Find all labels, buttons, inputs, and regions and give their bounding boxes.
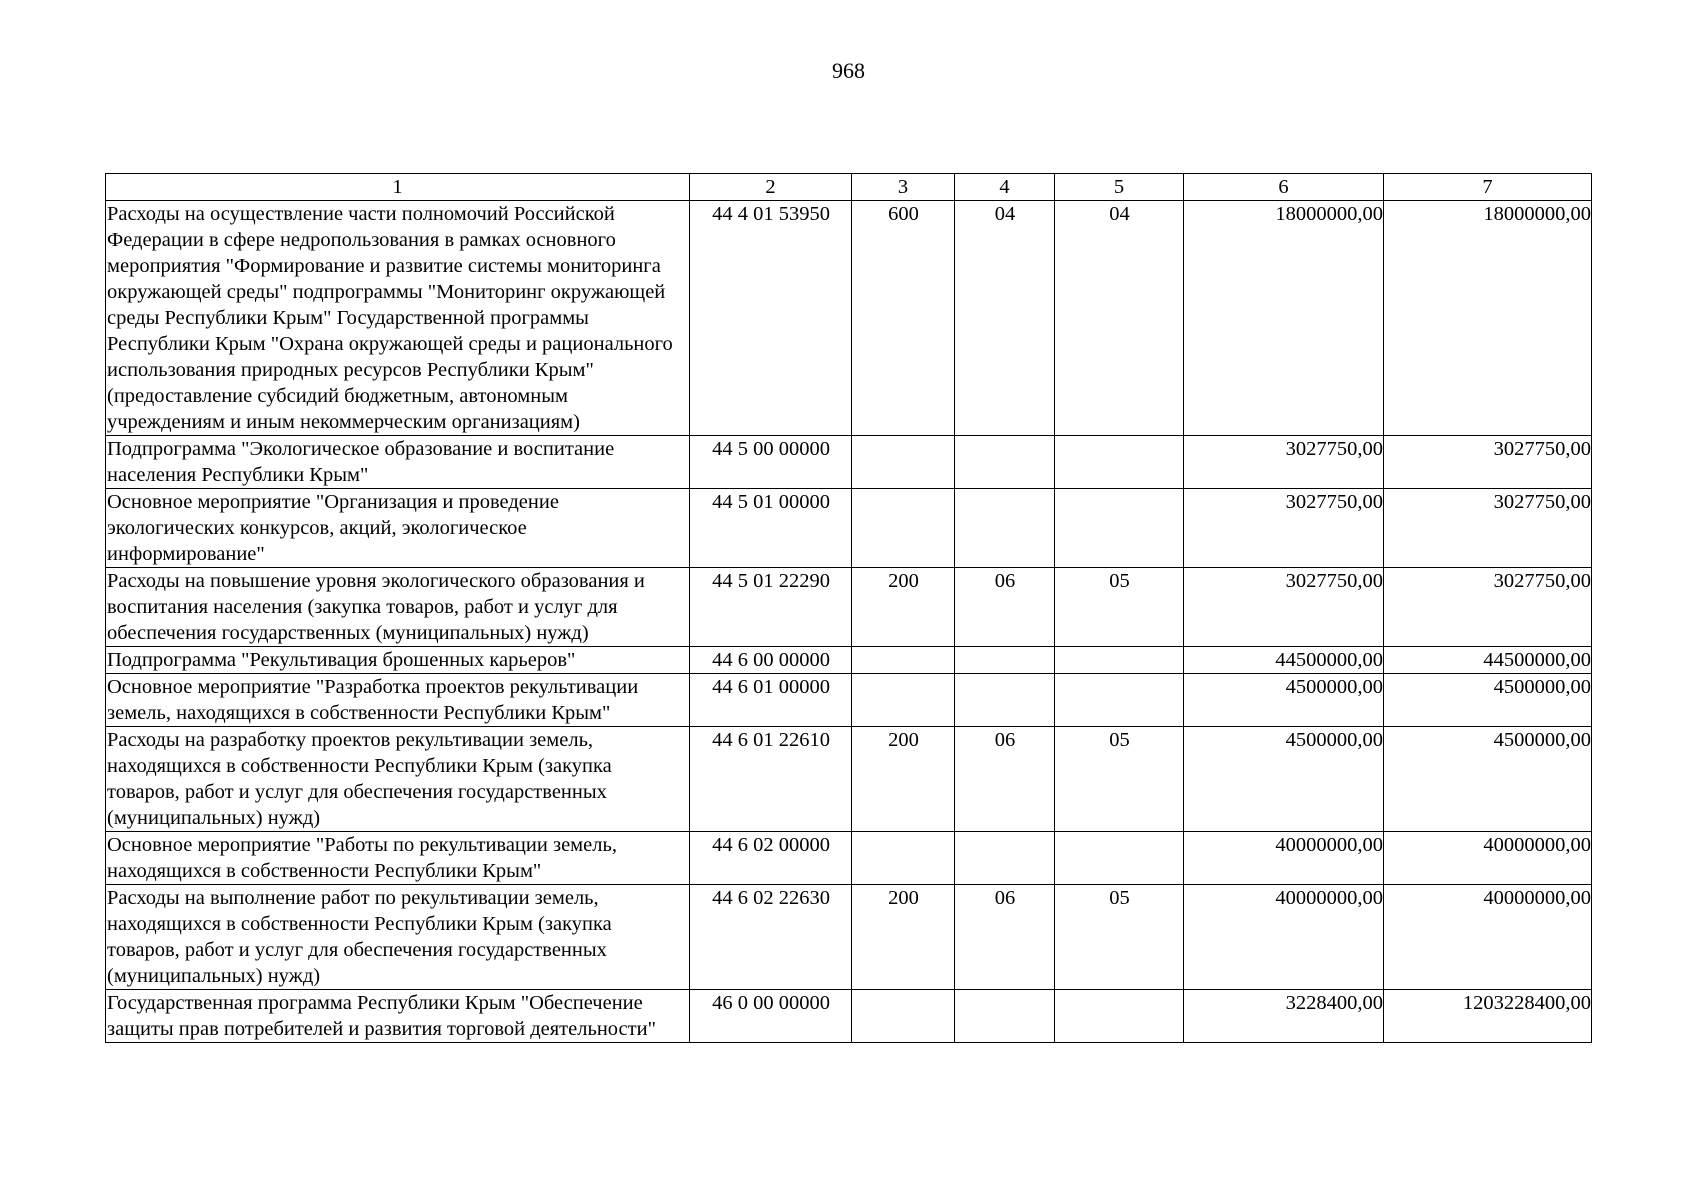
table-row	[106, 990, 1592, 1043]
table-row	[106, 727, 1592, 832]
row-description: Подпрограмма "Рекультивация брошенных карьеров"	[106, 647, 690, 674]
row-description: Основное мероприятие "Разработка проектов рекультивации земель, находящихся в собственности Республики Крым"	[106, 674, 690, 727]
budget-code: 44 5 01 22290	[690, 568, 852, 647]
row-description: Государственная программа Республики Крым "Обеспечение защиты прав потребителей и развития торговой деятельности"	[106, 990, 690, 1043]
amount-col6: 40000000,00	[1184, 885, 1384, 990]
subsection-code	[1055, 436, 1184, 489]
budget-code: 44 5 00 00000	[690, 436, 852, 489]
expense-type	[852, 647, 955, 674]
amount-col6: 18000000,00	[1184, 201, 1384, 436]
subsection-code: 05	[1055, 727, 1184, 832]
amount-col6: 3027750,00	[1184, 568, 1384, 647]
budget-code: 44 6 00 00000	[690, 647, 852, 674]
column-header: 3	[852, 174, 955, 201]
column-header: 2	[690, 174, 852, 201]
subsection-code	[1055, 647, 1184, 674]
budget-code: 44 6 01 22610	[690, 727, 852, 832]
row-description: Подпрограмма "Экологическое образование и воспитание населения Республики Крым"	[106, 436, 690, 489]
expense-type: 200	[852, 885, 955, 990]
amount-col6: 3027750,00	[1184, 489, 1384, 568]
section-code	[955, 832, 1055, 885]
subsection-code: 05	[1055, 568, 1184, 647]
subsection-code	[1055, 489, 1184, 568]
row-description: Расходы на выполнение работ по рекультивации земель, находящихся в собственности Республики Крым (закупка товаров, работ и услуг для обеспечения государственных (муниципальных) нужд)	[106, 885, 690, 990]
column-header: 6	[1184, 174, 1384, 201]
amount-col7: 44500000,00	[1384, 647, 1592, 674]
budget-code: 44 6 02 00000	[690, 832, 852, 885]
budget-code: 44 6 01 00000	[690, 674, 852, 727]
amount-col6: 4500000,00	[1184, 727, 1384, 832]
subsection-code	[1055, 990, 1184, 1043]
amount-col7: 40000000,00	[1384, 832, 1592, 885]
subsection-code	[1055, 674, 1184, 727]
budget-code: 44 6 02 22630	[690, 885, 852, 990]
expense-type: 200	[852, 727, 955, 832]
section-code: 06	[955, 727, 1055, 832]
amount-col7: 3027750,00	[1384, 568, 1592, 647]
amount-col7: 40000000,00	[1384, 885, 1592, 990]
table-row	[106, 201, 1592, 436]
row-description: Расходы на осуществление части полномочий Российской Федерации в сфере недропользования в рамках основного мероприятия "Формирование и развитие системы мониторинга окружающей среды" подпрограммы "Мониторинг окружающей среды Республики Крым" Государственной программы Республики Крым "Охрана окружающей среды и рационального использования природных ресурсов Республики Крым" (предоставление субсидий бюджетным, автономным учреждениям и иным некоммерческим организациям)	[106, 201, 690, 436]
budget-table	[105, 173, 1592, 1043]
table-row	[106, 674, 1592, 727]
section-code	[955, 674, 1055, 727]
amount-col7: 3027750,00	[1384, 489, 1592, 568]
expense-type: 600	[852, 201, 955, 436]
budget-code: 44 4 01 53950	[690, 201, 852, 436]
table-row	[106, 436, 1592, 489]
budget-code: 46 0 00 00000	[690, 990, 852, 1043]
subsection-code: 04	[1055, 201, 1184, 436]
section-code: 06	[955, 568, 1055, 647]
budget-code: 44 5 01 00000	[690, 489, 852, 568]
amount-col7: 4500000,00	[1384, 727, 1592, 832]
subsection-code: 05	[1055, 885, 1184, 990]
section-code	[955, 647, 1055, 674]
amount-col7: 1203228400,00	[1384, 990, 1592, 1043]
header-row	[106, 174, 1592, 201]
expense-type	[852, 489, 955, 568]
row-description: Расходы на разработку проектов рекультивации земель, находящихся в собственности Республики Крым (закупка товаров, работ и услуг для обеспечения государственных (муниципальных) нужд)	[106, 727, 690, 832]
amount-col7: 3027750,00	[1384, 436, 1592, 489]
column-header: 5	[1055, 174, 1184, 201]
expense-type	[852, 832, 955, 885]
subsection-code	[1055, 832, 1184, 885]
amount-col6: 4500000,00	[1184, 674, 1384, 727]
expense-type: 200	[852, 568, 955, 647]
amount-col7: 4500000,00	[1384, 674, 1592, 727]
table-row	[106, 568, 1592, 647]
amount-col6: 3228400,00	[1184, 990, 1384, 1043]
row-description: Расходы на повышение уровня экологического образования и воспитания населения (закупка товаров, работ и услуг для обеспечения государственных (муниципальных) нужд)	[106, 568, 690, 647]
table-row	[106, 489, 1592, 568]
column-header: 4	[955, 174, 1055, 201]
expense-type	[852, 674, 955, 727]
section-code	[955, 436, 1055, 489]
amount-col6: 3027750,00	[1184, 436, 1384, 489]
row-description: Основное мероприятие "Организация и проведение экологических конкурсов, акций, экологическое информирование"	[106, 489, 690, 568]
expense-type	[852, 436, 955, 489]
row-description: Основное мероприятие "Работы по рекультивации земель, находящихся в собственности Республики Крым"	[106, 832, 690, 885]
section-code	[955, 489, 1055, 568]
column-header: 7	[1384, 174, 1592, 201]
section-code: 06	[955, 885, 1055, 990]
section-code: 04	[955, 201, 1055, 436]
amount-col6: 40000000,00	[1184, 832, 1384, 885]
amount-col7: 18000000,00	[1384, 201, 1592, 436]
table-row	[106, 885, 1592, 990]
section-code	[955, 990, 1055, 1043]
expense-type	[852, 990, 955, 1043]
table-row	[106, 832, 1592, 885]
table-row	[106, 647, 1592, 674]
amount-col6: 44500000,00	[1184, 647, 1384, 674]
column-header: 1	[106, 174, 690, 201]
page-number: 968	[832, 58, 865, 83]
